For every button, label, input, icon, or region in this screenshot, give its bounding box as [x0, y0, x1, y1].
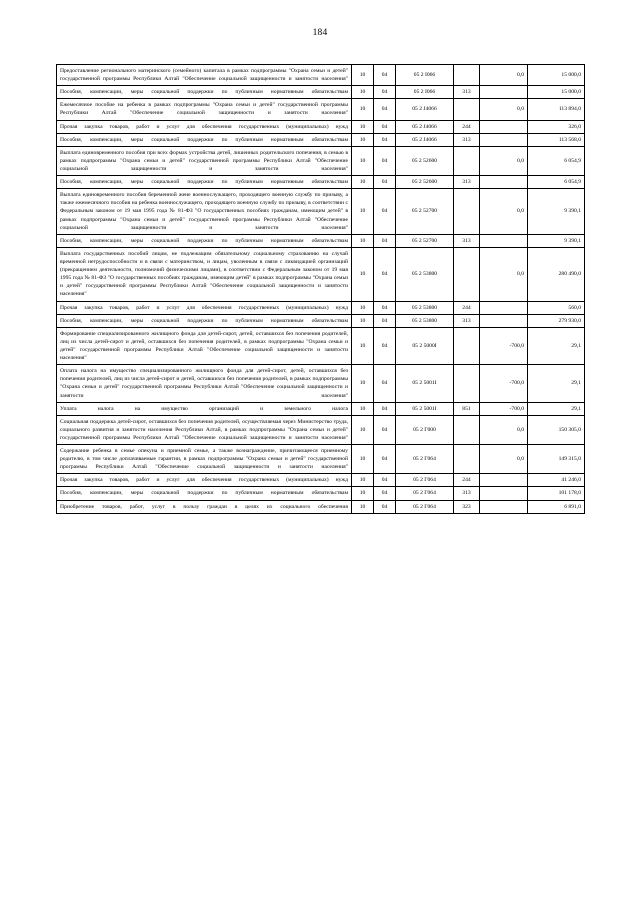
row-total-amount: 9 390,1 [528, 189, 585, 235]
row-change-amount [480, 86, 528, 99]
row-description: Уплата налога на имущество организаций и земельного налога [57, 402, 352, 415]
table-row [57, 445, 585, 474]
row-total-amount: 6 054,9 [528, 176, 585, 189]
page-number: 184 [312, 28, 328, 38]
row-change-amount [480, 120, 528, 133]
row-description: Пособия, компенсации, меры социальной поддержки по публичным нормативным обязательствам [57, 234, 352, 247]
row-subsection-code: 04 [374, 247, 396, 301]
row-subsection-code: 04 [374, 65, 396, 86]
row-total-amount: 326,0 [528, 120, 585, 133]
row-target-code: 05 2 53800 [396, 314, 454, 327]
row-target-code: 05 2 5001I [396, 365, 454, 402]
row-section-code: 10 [352, 500, 374, 513]
row-description: Пособия, компенсации, меры социальной поддержки по публичным нормативным обязательствам [57, 133, 352, 146]
row-change-amount: 0,0 [480, 445, 528, 474]
table-row [57, 146, 585, 175]
row-target-code: 05 2 Г064 [396, 445, 454, 474]
row-section-code: 10 [352, 146, 374, 175]
row-description: Пособия, компенсации, меры социальной поддержки по публичным нормативным обязательствам [57, 176, 352, 189]
table-row [57, 474, 585, 487]
table-row [57, 176, 585, 189]
row-target-code: 05 2 52700 [396, 189, 454, 235]
row-total-amount: 15 000,0 [528, 65, 585, 86]
row-expense-type: 851 [454, 402, 480, 415]
table-row [57, 402, 585, 415]
row-section-code: 10 [352, 474, 374, 487]
row-subsection-code: 04 [374, 500, 396, 513]
row-section-code: 10 [352, 487, 374, 500]
row-target-code: 05 2 52600 [396, 146, 454, 175]
row-subsection-code: 04 [374, 474, 396, 487]
row-section-code: 10 [352, 120, 374, 133]
row-section-code: 10 [352, 65, 374, 86]
row-target-code: 05 2 52700 [396, 234, 454, 247]
row-expense-type: 323 [454, 500, 480, 513]
row-description: Пособия, компенсации, меры социальной поддержки по публичным нормативным обязательствам [57, 86, 352, 99]
row-description: Предоставление регионального материнского (семейного) капитала в рамках подпрограммы "Охрана семьи и детей" государственной программы Республики Алтай "Обеспечение социальной защищенности и занятости населения" [57, 65, 352, 86]
row-subsection-code: 04 [374, 415, 396, 444]
row-section-code: 10 [352, 234, 374, 247]
row-expense-type: 313 [454, 487, 480, 500]
row-change-amount [480, 314, 528, 327]
row-description: Выплата единовременного пособия беременной жене военнослужащего, проходящего военную службу по призыву, а также ежемесячного пособия на ребенка военнослужащего, проходящего военную службу по призыву, в соответствии с Федеральным законом от 19 мая 1995 года № 81-ФЗ "О государственных пособиях гражданам, имеющим детей" в рамках подпрограммы "Охрана семьи и детей" государственной программы Республики Алтай "Обеспечение социальной защищенности и занятости населения" [57, 189, 352, 235]
row-total-amount: 560,0 [528, 301, 585, 314]
row-change-amount [480, 487, 528, 500]
row-expense-type [454, 247, 480, 301]
row-section-code: 10 [352, 415, 374, 444]
table-row [57, 327, 585, 364]
row-description: Формирование специализированного жилищного фонда для детей-сирот, детей, оставшихся без попечения родителей, лиц из числа детей-сирот и детей, оставшихся без попечения родителей, в рамках подпрограммы "Охрана семьи и детей" государственной программы Республики Алтай "Обеспечение социальной защищенности и занятости населения" [57, 327, 352, 364]
row-change-amount: -700,0 [480, 365, 528, 402]
row-subsection-code: 04 [374, 120, 396, 133]
row-change-amount [480, 176, 528, 189]
row-change-amount [480, 133, 528, 146]
row-target-code: 05 2 I066 [396, 65, 454, 86]
row-section-code: 10 [352, 301, 374, 314]
row-section-code: 10 [352, 99, 374, 120]
row-expense-type: 244 [454, 474, 480, 487]
row-total-amount: 29,1 [528, 365, 585, 402]
row-change-amount: -700,0 [480, 402, 528, 415]
row-total-amount: 6 054,9 [528, 146, 585, 175]
table-row [57, 65, 585, 86]
table-row [57, 365, 585, 402]
row-change-amount: 0,0 [480, 146, 528, 175]
row-subsection-code: 04 [374, 327, 396, 364]
row-expense-type [454, 146, 480, 175]
row-subsection-code: 04 [374, 146, 396, 175]
table-row [57, 189, 585, 235]
row-target-code: 05 2 5001I [396, 402, 454, 415]
row-total-amount: 6 891,0 [528, 500, 585, 513]
row-section-code: 10 [352, 314, 374, 327]
row-total-amount: 101 178,0 [528, 487, 585, 500]
row-description: Приобретение товаров, работ, услуг в пользу граждан в целях их социального обеспечения [57, 500, 352, 513]
row-total-amount: 113 894,0 [528, 99, 585, 120]
row-description: Выплата единовременного пособия при всех формах устройства детей, лишенных родительского попечения, в семью в рамках подпрограммы "Охрана семьи и детей" государственной программы Республики Алтай "Обеспечение социальной защищенности и занятости населения" [57, 146, 352, 175]
budget-table [56, 64, 585, 514]
row-description: Прочая закупка товаров, работ и услуг для обеспечения государственных (муниципальных) нужд [57, 301, 352, 314]
row-subsection-code: 04 [374, 176, 396, 189]
table-row [57, 120, 585, 133]
row-target-code: 05 2 Г000 [396, 415, 454, 444]
row-expense-type [454, 327, 480, 364]
row-target-code: 05 2 Г064 [396, 500, 454, 513]
row-change-amount [480, 474, 528, 487]
row-expense-type [454, 445, 480, 474]
row-total-amount: 9 390,1 [528, 234, 585, 247]
row-change-amount: 0,0 [480, 99, 528, 120]
table-row [57, 247, 585, 301]
table-row [57, 301, 585, 314]
table-row [57, 234, 585, 247]
row-section-code: 10 [352, 327, 374, 364]
table-row [57, 99, 585, 120]
row-total-amount: 279 930,0 [528, 314, 585, 327]
row-section-code: 10 [352, 247, 374, 301]
row-target-code: 05 2 J4066 [396, 99, 454, 120]
table-row [57, 133, 585, 146]
row-target-code: 05 2 I066 [396, 86, 454, 99]
row-expense-type [454, 189, 480, 235]
row-section-code: 10 [352, 445, 374, 474]
table-row [57, 500, 585, 513]
row-total-amount: 280 490,0 [528, 247, 585, 301]
row-section-code: 10 [352, 133, 374, 146]
row-target-code: 05 2 52600 [396, 176, 454, 189]
row-description: Прочая закупка товаров, работ и услуг для обеспечения государственных (муниципальных) нужд [57, 474, 352, 487]
row-subsection-code: 04 [374, 314, 396, 327]
row-section-code: 10 [352, 86, 374, 99]
table-row [57, 314, 585, 327]
row-subsection-code: 04 [374, 99, 396, 120]
row-change-amount [480, 301, 528, 314]
row-expense-type: 313 [454, 133, 480, 146]
row-subsection-code: 04 [374, 133, 396, 146]
row-expense-type [454, 99, 480, 120]
row-total-amount: 113 568,0 [528, 133, 585, 146]
row-total-amount: 29,1 [528, 327, 585, 364]
row-expense-type: 244 [454, 120, 480, 133]
row-total-amount: 149 315,0 [528, 445, 585, 474]
row-target-code: 05 2 J4066 [396, 120, 454, 133]
row-target-code: 05 2 Г064 [396, 474, 454, 487]
row-subsection-code: 04 [374, 86, 396, 99]
row-subsection-code: 04 [374, 445, 396, 474]
row-section-code: 10 [352, 189, 374, 235]
row-expense-type: 313 [454, 234, 480, 247]
row-subsection-code: 04 [374, 189, 396, 235]
row-expense-type [454, 415, 480, 444]
row-subsection-code: 04 [374, 301, 396, 314]
table-row [57, 86, 585, 99]
row-description: Прочая закупка товаров, работ и услуг для обеспечения государственных (муниципальных) нужд [57, 120, 352, 133]
row-description: Содержание ребенка в семье опекуна и приемной семье, а также вознаграждение, причитающееся приемному родителю, в том числе доплачиваемые гарантии, в рамках подпрограммы "Охрана семьи и детей" государственной программы Республики Алтай "Обеспечение социальной защищенности и занятости населения" [57, 445, 352, 474]
table-row [57, 487, 585, 500]
row-change-amount: -700,0 [480, 327, 528, 364]
row-target-code: 05 2 53800 [396, 247, 454, 301]
row-change-amount [480, 234, 528, 247]
row-description: Социальная поддержка детей-сирот, оставшихся без попечения родителей, осуществляемая через Министерство труда, социального развития и занятости населения Республики Алтай, в рамках подпрограммы "Охрана семьи и детей" государственной программы Республики Алтай "Обеспечение социальной защищенности и занятости населения" [57, 415, 352, 444]
row-expense-type: 313 [454, 314, 480, 327]
table-row [57, 415, 585, 444]
row-subsection-code: 04 [374, 365, 396, 402]
row-total-amount: 150 305,0 [528, 415, 585, 444]
row-target-code: 05 2 5000I [396, 327, 454, 364]
row-expense-type: 313 [454, 86, 480, 99]
budget-table-body [57, 65, 585, 514]
row-total-amount: 29,1 [528, 402, 585, 415]
row-description: Оплата налога на имущество специализированного жилищного фонда для детей-сирот, детей, оставшихся без попечения родителей, лиц из числа детей-сирот и детей, оставшихся без попечения родителей, в рамках подпрограммы "Охрана семьи и детей" государственной программы Республики Алтай "Обеспечение социальной защищенности и занятости населения" [57, 365, 352, 402]
row-description: Ежемесячное пособие на ребенка в рамках подпрограммы "Охрана семьи и детей" государственной программы Республики Алтай "Обеспечение социальной защищенности и занятости населения" [57, 99, 352, 120]
row-change-amount: 0,0 [480, 65, 528, 86]
row-expense-type [454, 365, 480, 402]
row-section-code: 10 [352, 176, 374, 189]
row-subsection-code: 04 [374, 402, 396, 415]
row-total-amount: 41 246,0 [528, 474, 585, 487]
row-target-code: 05 2 J4066 [396, 133, 454, 146]
row-section-code: 10 [352, 365, 374, 402]
row-target-code: 05 2 Г064 [396, 487, 454, 500]
row-expense-type: 244 [454, 301, 480, 314]
row-target-code: 05 2 53800 [396, 301, 454, 314]
row-expense-type: 313 [454, 176, 480, 189]
row-description: Выплата государственных пособий лицам, не подлежащим обязательному социальному страхованию на случай временной нетрудоспособности и в связи с материнством, и лицам, уволенным в связи с ликвидацией организаций (прекращением деятельности, полномочий физическими лицами), в соответствии с Федеральным законом от 19 мая 1995 года № 81-ФЗ "О государственных пособиях гражданам, имеющим детей" в рамках подпрограммы "Охрана семьи и детей" государственной программы Республики Алтай "Обеспечение социальной защищенности и занятости населения" [57, 247, 352, 301]
row-section-code: 10 [352, 402, 374, 415]
row-subsection-code: 04 [374, 234, 396, 247]
row-description: Пособия, компенсации, меры социальной поддержки по публичным нормативным обязательствам [57, 487, 352, 500]
row-change-amount: 0,0 [480, 189, 528, 235]
row-change-amount [480, 500, 528, 513]
row-subsection-code: 04 [374, 487, 396, 500]
row-expense-type [454, 65, 480, 86]
row-total-amount: 15 000,0 [528, 86, 585, 99]
row-description: Пособия, компенсации, меры социальной поддержки по публичным нормативным обязательствам [57, 314, 352, 327]
row-change-amount: 0,0 [480, 247, 528, 301]
row-change-amount: 0,0 [480, 415, 528, 444]
